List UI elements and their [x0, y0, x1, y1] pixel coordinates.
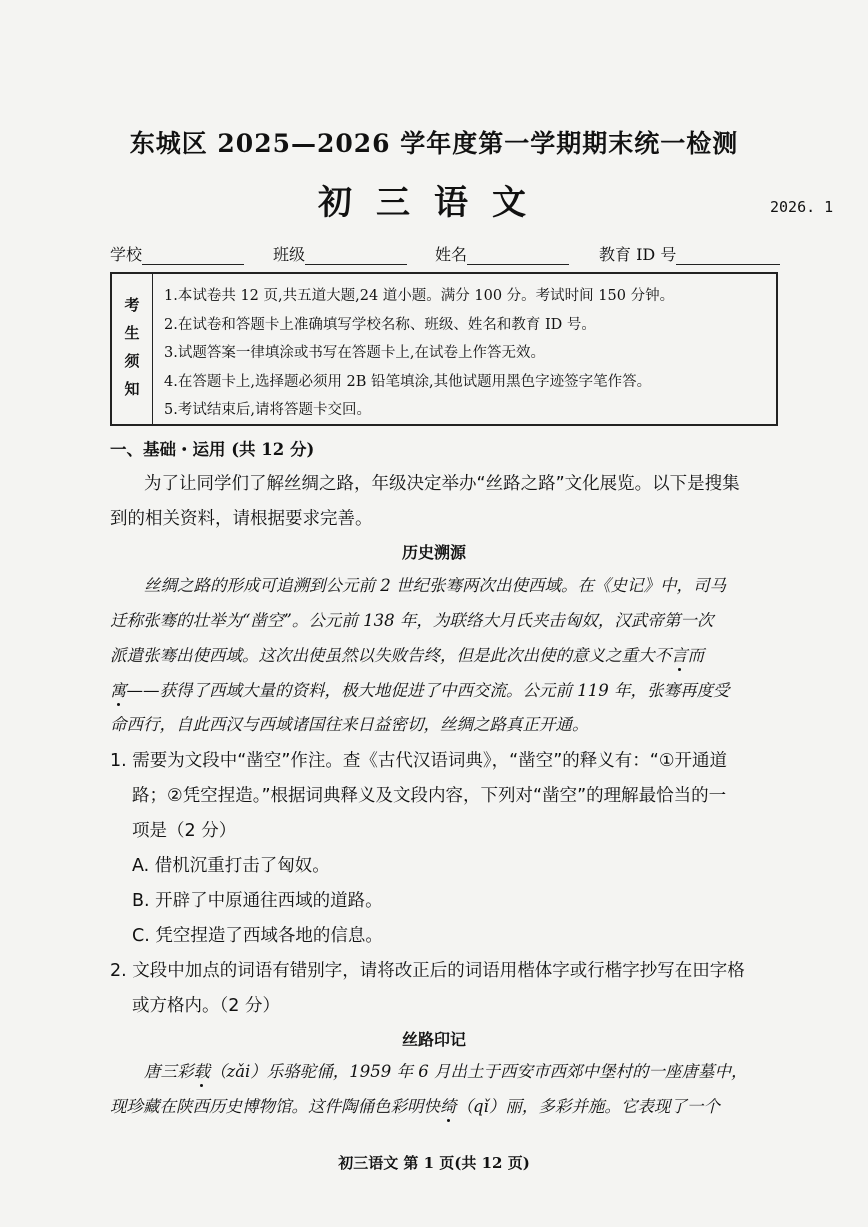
passage-line [110, 642, 704, 666]
option-a[interactable]: A. 借机沉重打击了匈奴。 [132, 856, 330, 876]
question-1-line: 1. 需要为文段中“凿空”作注。查《古代汉语词典》，“凿空”的释义有：“①开通道 [110, 751, 728, 771]
dotted-word: 载 [193, 1062, 210, 1081]
name-field[interactable] [435, 242, 569, 265]
class-label: 班级 [273, 245, 306, 264]
option-b[interactable]: B. 开辟了中原通往西域的道路。 [132, 891, 383, 911]
passage-line [110, 1093, 720, 1117]
exam-title: 东城区 2025—2026 学年度第一学期期末统一检测 [129, 129, 739, 158]
passage-text: 现珍藏在陕西历史博物馆。这件陶俑色彩明快 [110, 1097, 440, 1116]
notice-heading-char: 生 [124, 324, 140, 342]
notice-heading [112, 274, 153, 424]
passage-line: 迁称张骞的壮举为“凿空”。公元前 138 年，为联络大月氏夹击匈奴，汉武帝第一次 [110, 611, 714, 630]
passage-text: ——获得了西域大量的资料，极大地促进了中西交流。公元前 119 年，张骞再度受 [126, 681, 730, 700]
question-2-line: 或方格内。（2 分） [132, 996, 280, 1016]
passage-line [110, 677, 729, 701]
notice-item: 1.本试卷共 12 页,共五道大题,24 道小题。满分 100 分。考试时间 150 分钟。 [164, 288, 675, 304]
passage-line: 丝绸之路的形成可追溯到公元前 2 世纪张骞两次出使西域。在《史记》中，司马 [144, 576, 726, 595]
dotted-word: 不言而 [654, 646, 704, 665]
notice-item: 3.试题答案一律填涂或书写在答题卡上,在试卷上作答无效。 [164, 345, 545, 361]
question-1-line: 路；②凭空捏造。”根据词典释义及文段内容，下列对“凿空”的理解最恰当的一 [132, 786, 727, 806]
notice-heading-char: 知 [124, 380, 140, 398]
notice-list [164, 282, 674, 425]
section-heading: 一、基础・运用 (共 12 分) [110, 440, 315, 459]
exam-notice-box [110, 272, 778, 426]
passage-text: 唐三彩 [144, 1062, 194, 1081]
intro-line: 为了让同学们了解丝绸之路，年级决定举办“丝路之路”文化展览。以下是搜集 [144, 474, 740, 494]
school-blank[interactable] [142, 246, 244, 265]
notice-heading-char: 须 [124, 352, 140, 370]
subject-title: 初三语文 [318, 183, 550, 223]
education-id-blank[interactable] [676, 246, 780, 265]
education-id-field[interactable] [599, 242, 780, 265]
passage-text: （qǐ）丽，多彩并施。它表现了一个 [456, 1097, 720, 1116]
school-field[interactable] [110, 242, 244, 265]
school-label: 学校 [110, 245, 143, 264]
notice-item: 2.在试卷和答题卡上准确填写学校名称、班级、姓名和教育 ID 号。 [164, 316, 596, 333]
passage-title: 历史溯源 [401, 543, 466, 562]
question-2-line: 2. 文段中加点的词语有错别字，请将改正后的词语用楷体字或行楷字抄写在田字格 [110, 961, 745, 981]
exam-date: 2026. 1 [770, 198, 834, 216]
passage-text: （zǎi）乐骆驼俑，1959 年 6 月出土于西安市西郊中堡村的一座唐墓中， [210, 1062, 748, 1081]
option-c[interactable]: C. 凭空捏造了西域各地的信息。 [132, 926, 383, 946]
passage-line [144, 1058, 748, 1082]
class-blank[interactable] [305, 246, 407, 265]
intro-line: 到的相关资料，请根据要求完善。 [110, 509, 373, 529]
class-field[interactable] [273, 242, 407, 265]
page-footer: 初三语文 第 1 页(共 12 页) [338, 1154, 530, 1172]
question-1-line: 项是（2 分） [132, 821, 237, 841]
dotted-word: 绮 [440, 1097, 457, 1116]
notice-item: 5.考试结束后,请将答题卡交回。 [164, 402, 371, 418]
dotted-word: 寓 [110, 681, 127, 700]
name-blank[interactable] [467, 246, 569, 265]
passage-text: 派遣张骞出使西域。这次出使虽然以失败告终，但是此次出使的意义之重大 [110, 646, 655, 665]
student-info-row [110, 242, 780, 266]
passage-line: 命西行，自此西汉与西域诸国往来日益密切，丝绸之路真正开通。 [110, 715, 589, 734]
notice-item: 4.在答题卡上,选择题必须用 2B 铅笔填涂,其他试题用黑色字迹签字笔作答。 [164, 373, 652, 390]
notice-heading-char: 考 [124, 296, 140, 314]
education-id-label: 教育 ID 号 [599, 245, 677, 264]
passage-title: 丝路印记 [401, 1030, 466, 1049]
name-label: 姓名 [435, 245, 468, 264]
